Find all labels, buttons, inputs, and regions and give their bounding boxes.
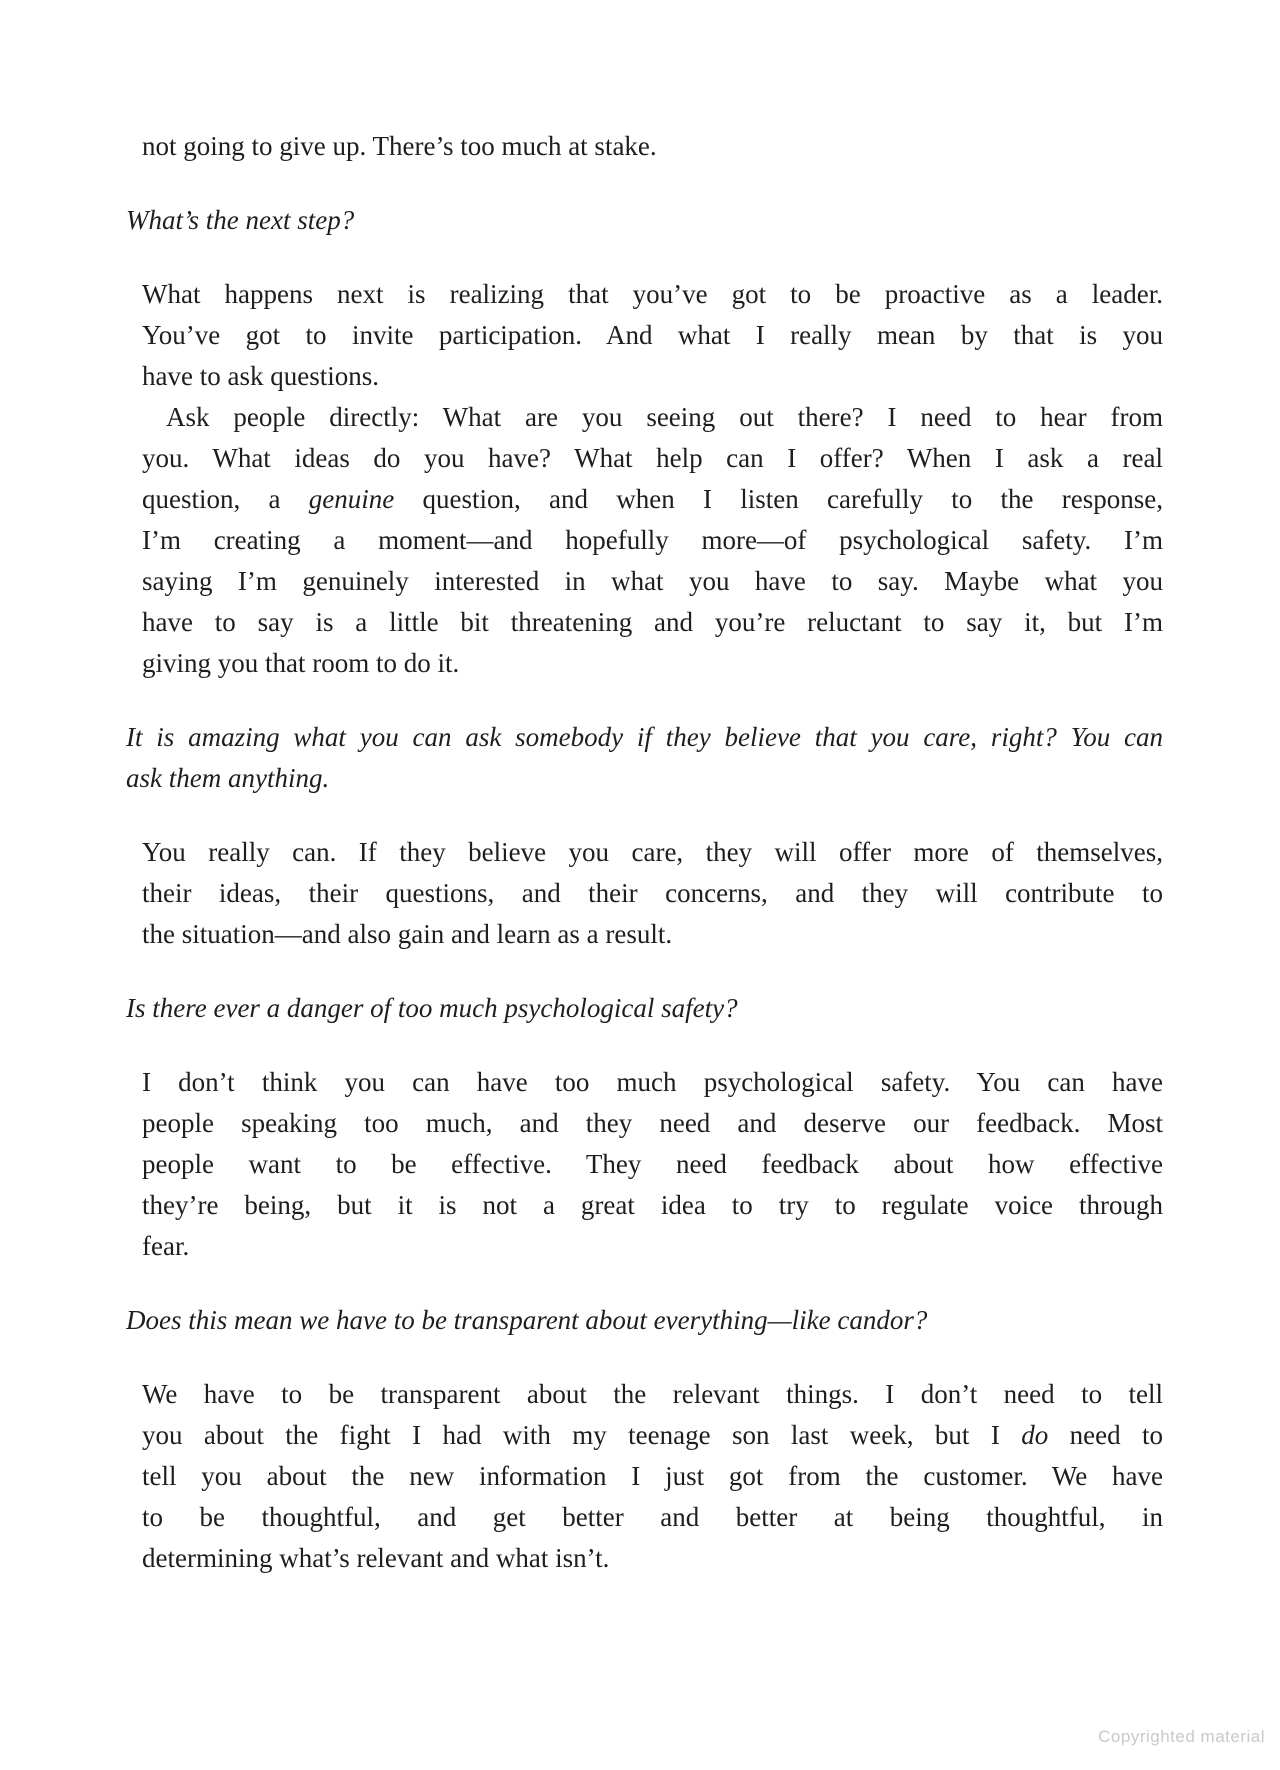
text-segment: What’s the next step? <box>126 205 355 235</box>
text-segment: We have to be transparent about the relevant things. I don’t need to tell <box>142 1379 1163 1409</box>
text-line <box>142 561 1163 602</box>
text-line <box>142 643 1163 684</box>
text-line <box>142 1144 1163 1185</box>
text-segment: I don’t think you can have too much psychological safety. You can have <box>142 1067 1163 1097</box>
text-line <box>142 602 1163 643</box>
text-line <box>142 479 1163 520</box>
text-line <box>142 1538 1163 1579</box>
text-line <box>126 717 1163 758</box>
text-line <box>142 873 1163 914</box>
text-segment: Does this mean we have to be transparent about everything—like candor? <box>126 1305 928 1335</box>
text-line <box>142 1103 1163 1144</box>
emphasized-word: genuine <box>308 484 395 514</box>
text-segment: saying I’m genuinely interested in what you have to say. Maybe what you <box>142 566 1163 596</box>
text-line <box>142 1185 1163 1226</box>
text-segment: their ideas, their questions, and their concerns, and they will contribute to <box>142 878 1163 908</box>
page-text <box>126 126 1163 1579</box>
text-line <box>142 438 1163 479</box>
interview-question <box>126 200 1163 241</box>
text-segment: question, and when I listen carefully to the response, <box>394 484 1163 514</box>
text-line <box>142 397 1163 438</box>
text-line <box>142 914 1163 955</box>
text-segment: you about the fight I had with my teenage son last week, but I <box>142 1420 1022 1450</box>
text-line <box>126 758 1163 799</box>
interview-answer-paragraph <box>126 832 1163 955</box>
text-segment: fear. <box>142 1231 190 1261</box>
text-segment: have to say is a little bit threatening and you’re reluctant to say it, but I’m <box>142 607 1163 637</box>
text-line <box>142 832 1163 873</box>
text-line <box>142 356 1163 397</box>
text-line <box>142 1374 1163 1415</box>
text-segment: You really can. If they believe you care, they will offer more of themselves, <box>142 837 1163 867</box>
text-line <box>126 1300 1163 1341</box>
interview-answer-paragraph <box>126 126 1163 167</box>
text-segment: to be thoughtful, and get better and better at being thoughtful, in <box>142 1502 1163 1532</box>
text-segment: ask them anything. <box>126 763 330 793</box>
text-line <box>142 520 1163 561</box>
text-segment: have to ask questions. <box>142 361 379 391</box>
text-segment: people want to be effective. They need feedback about how effective <box>142 1149 1163 1179</box>
text-segment: determining what’s relevant and what isn’t. <box>142 1543 610 1573</box>
text-segment: I’m creating a moment—and hopefully more—of psychological safety. I’m <box>142 525 1163 555</box>
interview-question <box>126 717 1163 799</box>
text-segment: question, a <box>142 484 309 514</box>
text-segment: tell you about the new information I just got from the customer. We have <box>142 1461 1163 1491</box>
text-segment: people speaking too much, and they need and deserve our feedback. Most <box>142 1108 1163 1138</box>
interview-answer-paragraph <box>126 274 1163 397</box>
emphasized-word: do <box>1021 1420 1049 1450</box>
text-segment: You’ve got to invite participation. And what I really mean by that is you <box>142 320 1163 350</box>
text-segment: the situation—and also gain and learn as a result. <box>142 919 673 949</box>
text-line <box>142 274 1163 315</box>
interview-question <box>126 1300 1163 1341</box>
text-segment: What happens next is realizing that you’ve got to be proactive as a leader. <box>142 279 1163 309</box>
text-segment: you. What ideas do you have? What help can I offer? When I ask a real <box>142 443 1163 473</box>
text-segment: they’re being, but it is not a great idea to try to regulate voice through <box>142 1190 1163 1220</box>
text-segment: It is amazing what you can ask somebody if they believe that you care, right? You can <box>126 722 1163 752</box>
text-segment: giving you that room to do it. <box>142 648 460 678</box>
text-segment: Is there ever a danger of too much psychological safety? <box>126 993 738 1023</box>
text-segment: Ask people directly: What are you seeing out there? I need to hear from <box>166 402 1163 432</box>
interview-answer-paragraph <box>126 1374 1163 1579</box>
copyright-notice: Copyrighted material <box>1098 1727 1265 1746</box>
interview-answer-paragraph <box>126 397 1163 684</box>
text-line <box>142 315 1163 356</box>
text-line <box>142 126 1163 167</box>
text-line <box>142 1062 1163 1103</box>
text-line <box>142 1497 1163 1538</box>
interview-answer-paragraph <box>126 1062 1163 1267</box>
text-line <box>142 1415 1163 1456</box>
text-segment: not going to give up. There’s too much at stake. <box>142 131 657 161</box>
text-line <box>126 988 1163 1029</box>
text-line <box>142 1456 1163 1497</box>
text-segment: need to <box>1048 1420 1163 1450</box>
text-line <box>126 200 1163 241</box>
interview-question <box>126 988 1163 1029</box>
text-line <box>142 1226 1163 1267</box>
